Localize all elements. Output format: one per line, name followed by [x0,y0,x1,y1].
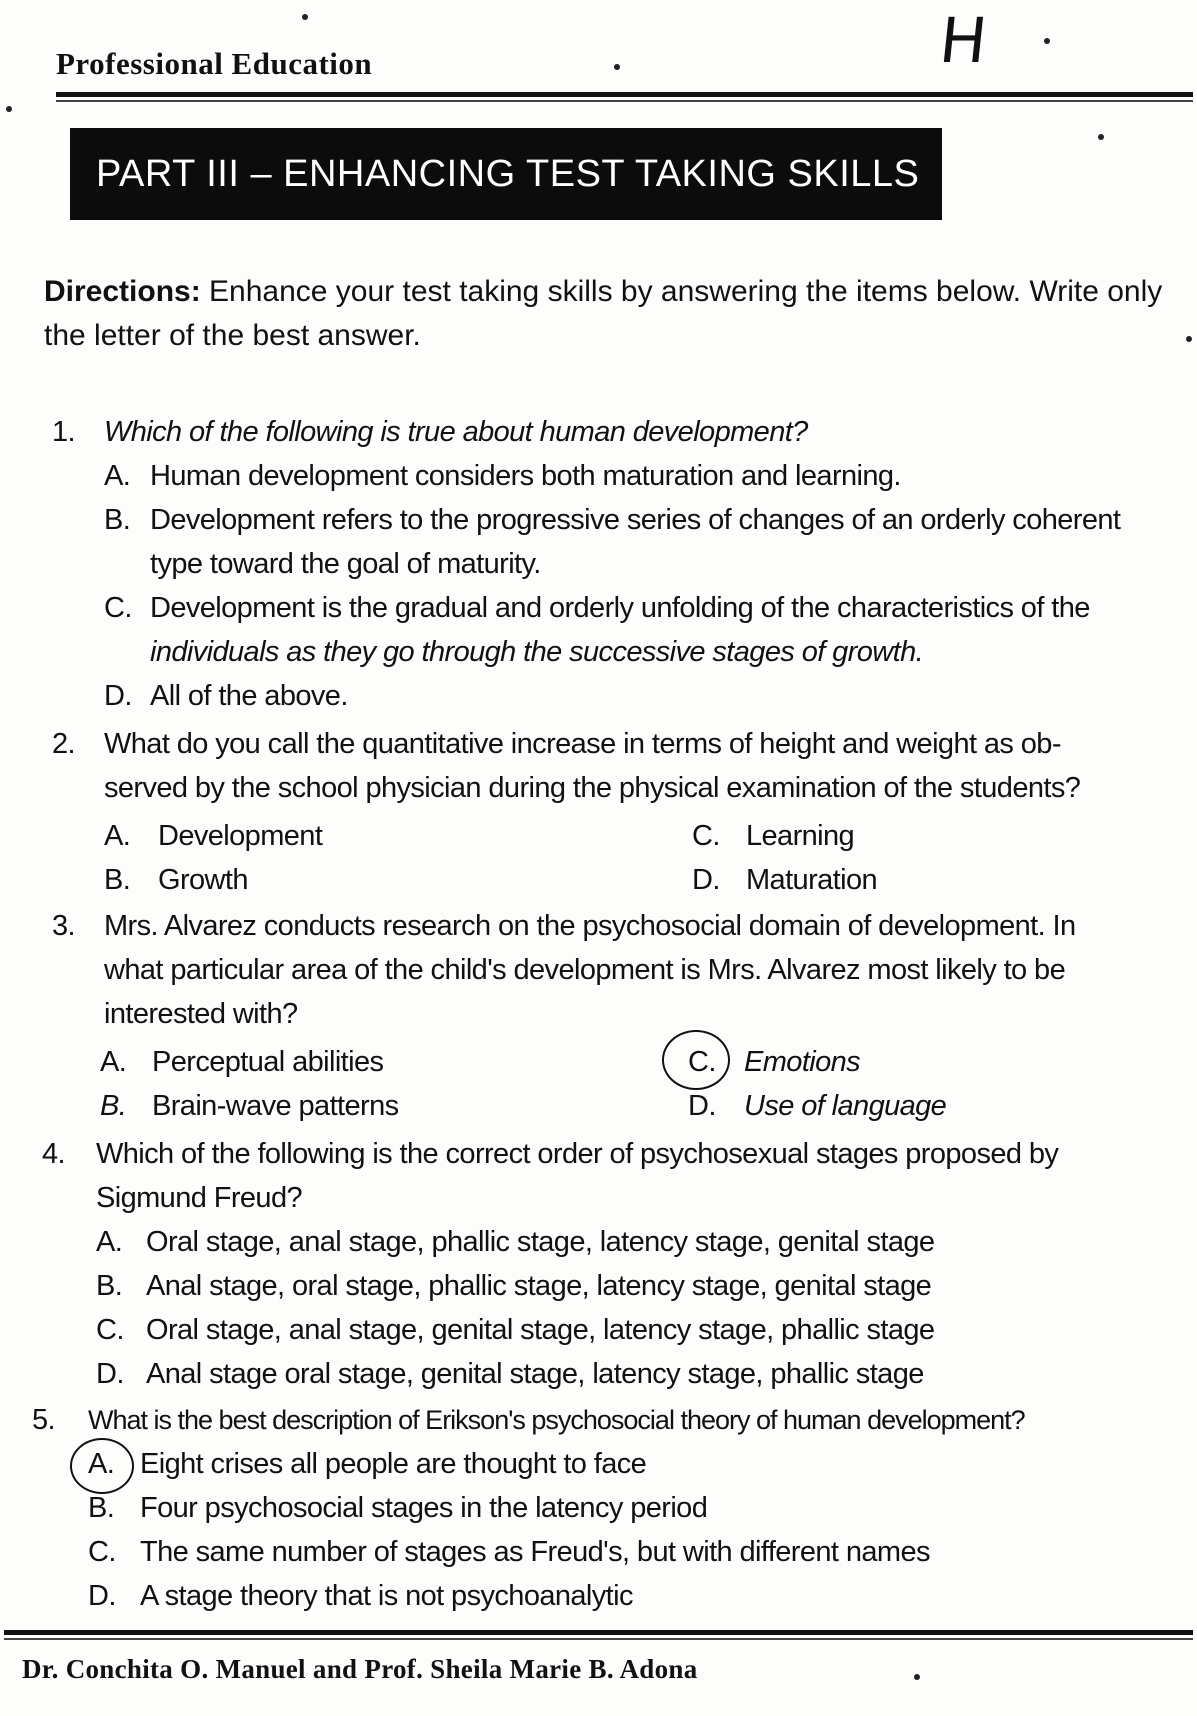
option-text: All of the above. [150,680,348,712]
option-text: individuals as they go through the successive stages of growth. [150,636,924,668]
scan-speck [614,64,620,70]
option-letter: B. [96,1270,123,1302]
question-text: Which of the following is the correct order of psychosexual stages proposed by [96,1138,1059,1170]
question-number: 4. [42,1138,65,1170]
option-text: A stage theory that is not psychoanalytic [140,1580,633,1612]
option-letter: B. [88,1492,115,1524]
option-text: Growth [158,864,248,896]
option-text: Perceptual abilities [152,1046,384,1078]
question-text: served by the school physician during the physical examination of the students? [104,772,1081,804]
option-letter: A. [96,1226,123,1258]
option-letter: D. [96,1358,124,1390]
question-number: 5. [32,1404,55,1436]
question-number: 3. [52,910,75,942]
option-text: Development is the gradual and orderly unfolding of the characteristics of the [150,592,1090,624]
option-letter: D. [692,864,720,896]
option-letter: B. [104,504,131,536]
header-rule-thin [56,100,1193,102]
question-number: 2. [52,728,75,760]
scan-speck [302,14,308,20]
option-text: Development [158,820,323,852]
directions-text: Enhance your test taking skills by answering the items below. Write only the letter of the best answer. [44,275,1163,352]
option-text: Oral stage, anal stage, phallic stage, latency stage, genital stage [146,1226,935,1258]
footer-authors: Dr. Conchita O. Manuel and Prof. Sheila Marie B. Adona [22,1654,698,1684]
scan-speck [914,1674,920,1680]
scan-speck [1098,134,1104,140]
option-text: Maturation [746,864,878,896]
option-text: Brain-wave patterns [152,1090,399,1122]
answer-circle-mark [662,1030,730,1090]
option-letter: A. [100,1046,127,1078]
scan-speck [6,106,12,112]
option-letter: B. [104,864,131,896]
question-text: Sigmund Freud? [96,1182,302,1214]
option-letter: C. [692,820,720,852]
running-header: Professional Education [56,46,373,81]
footer-rule-thin [4,1638,1193,1640]
question-text: Mrs. Alvarez conducts research on the psychosocial domain of development. In [104,910,1076,942]
footer-rule [4,1630,1193,1635]
scan-speck [1044,38,1050,44]
directions [44,270,1172,358]
option-text: Development refers to the progressive series of changes of an orderly coherent [150,504,1121,536]
question-number: 1. [52,416,75,448]
option-text: Emotions [744,1046,861,1078]
option-text: Human development considers both maturation and learning. [150,460,901,492]
option-letter: C. [104,592,132,624]
question-text: Which of the following is true about human development? [104,416,808,448]
handwritten-mark: H [936,4,991,77]
section-title: PART III – ENHANCING TEST TAKING SKILLS [96,152,920,195]
scan-speck [1186,336,1192,342]
option-text: Oral stage, anal stage, genital stage, latency stage, phallic stage [146,1314,935,1346]
question-text: interested with? [104,998,298,1030]
option-text: Learning [746,820,855,852]
option-text: Eight crises all people are thought to face [140,1448,647,1480]
directions-label: Directions: [44,275,201,308]
option-text: Anal stage, oral stage, phallic stage, latency stage, genital stage [146,1270,932,1302]
section-banner [70,128,942,220]
option-letter: D. [88,1580,116,1612]
option-text: The same number of stages as Freud's, but with different names [140,1536,930,1568]
option-letter: A. [104,460,131,492]
question-text: What do you call the quantitative increase in terms of height and weight as ob- [104,728,1061,760]
option-letter: C. [688,1046,716,1078]
option-letter: A. [88,1448,115,1480]
option-letter: B. [100,1090,127,1122]
option-letter: A. [104,820,131,852]
option-letter: D. [104,680,132,712]
option-text: type toward the goal of maturity. [150,548,541,580]
option-letter: D. [688,1090,716,1122]
header-rule [56,92,1193,97]
option-text: Anal stage oral stage, genital stage, latency stage, phallic stage [146,1358,924,1390]
option-letter: C. [88,1536,116,1568]
question-text: What is the best description of Erikson's psychosocial theory of human development? [88,1405,1025,1435]
question-text: what particular area of the child's development is Mrs. Alvarez most likely to be [104,954,1066,986]
option-text: Four psychosocial stages in the latency period [140,1492,708,1524]
option-letter: C. [96,1314,124,1346]
option-text: Use of language [744,1090,947,1122]
